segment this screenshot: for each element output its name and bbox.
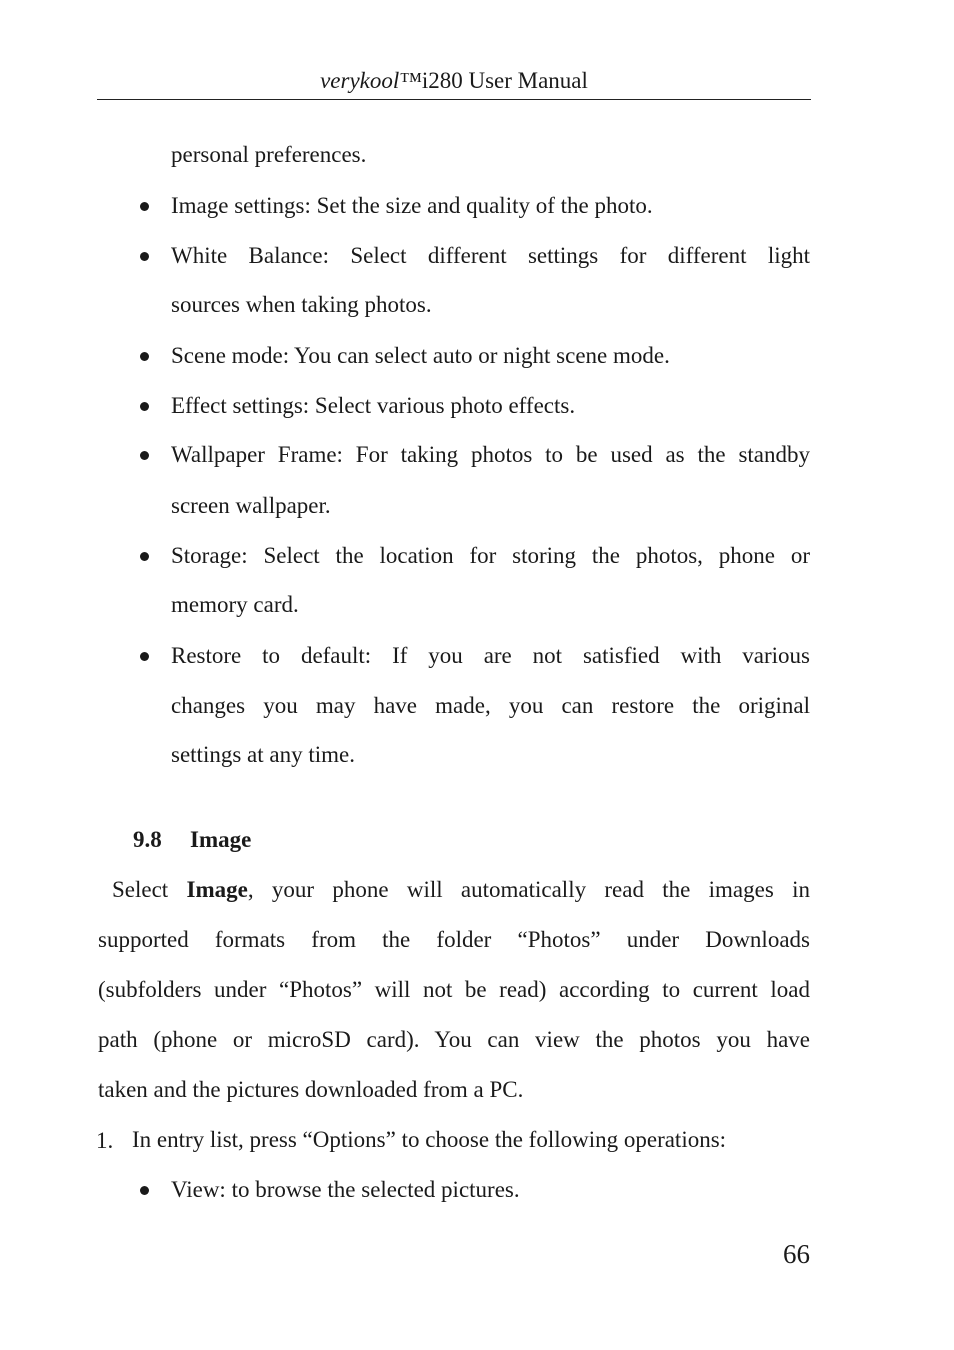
section-number: 9.8 bbox=[133, 827, 162, 852]
bullet-storage-line2: memory card. bbox=[171, 592, 299, 617]
bullet-view: View: to browse the selected pictures. bbox=[171, 1177, 520, 1202]
bullet-icon bbox=[138, 200, 152, 214]
bullet-storage-line1: Storage: Select the location for storing the photos, phone or bbox=[171, 543, 810, 568]
paragraph-select-word: Select bbox=[112, 877, 169, 902]
bullet-restore-line3: settings at any time. bbox=[171, 742, 355, 767]
page-header bbox=[97, 66, 811, 100]
bullet-restore-line1: Restore to default: If you are not satisfied with various bbox=[171, 643, 810, 668]
bullet-icon bbox=[138, 400, 152, 414]
paragraph-bold-image: Image bbox=[186, 877, 248, 902]
bullet-effect-settings: Effect settings: Select various photo effects. bbox=[171, 393, 576, 418]
bullet-icon bbox=[138, 550, 152, 564]
bullet-icon bbox=[138, 449, 152, 463]
bullet-icon bbox=[138, 350, 152, 364]
bullet-white-balance-line2: sources when taking photos. bbox=[171, 292, 432, 317]
paragraph-line1-rest: , your phone will automatically read the images in bbox=[247, 877, 810, 902]
paragraph-line1 bbox=[112, 875, 810, 905]
bullet-icon bbox=[138, 1184, 152, 1198]
paragraph-line4: path (phone or microSD card). You can view the photos you have bbox=[98, 1027, 810, 1052]
numbered-item-text: In entry list, press “Options” to choose the following operations: bbox=[132, 1127, 727, 1152]
paragraph-line3: (subfolders under “Photos” will not be read) according to current load bbox=[98, 977, 810, 1002]
bullet-image-settings: Image settings: Set the size and quality of the photo. bbox=[171, 193, 653, 218]
page-number: 66 bbox=[783, 1239, 810, 1269]
bullet-scene-mode: Scene mode: You can select auto or night scene mode. bbox=[171, 343, 670, 368]
bullet-wallpaper-line2: screen wallpaper. bbox=[171, 493, 331, 518]
numbered-marker: 1. bbox=[96, 1128, 114, 1153]
bullet-wallpaper-line1: Wallpaper Frame: For taking photos to be used as the standby bbox=[171, 442, 810, 467]
header-title: i280 User Manual bbox=[421, 68, 588, 93]
paragraph-line5: taken and the pictures downloaded from a PC. bbox=[98, 1077, 524, 1102]
paragraph-line2: supported formats from the folder “Photos” under Downloads bbox=[98, 927, 810, 952]
header-brand: verykool™ bbox=[320, 68, 422, 93]
bullet-icon bbox=[138, 250, 152, 264]
bullet-icon bbox=[138, 650, 152, 664]
section-title: Image bbox=[190, 827, 252, 852]
continuation-line: personal preferences. bbox=[171, 142, 367, 167]
bullet-restore-line2: changes you may have made, you can restore the original bbox=[171, 693, 810, 718]
bullet-white-balance-line1: White Balance: Select different settings for different light bbox=[171, 243, 810, 268]
